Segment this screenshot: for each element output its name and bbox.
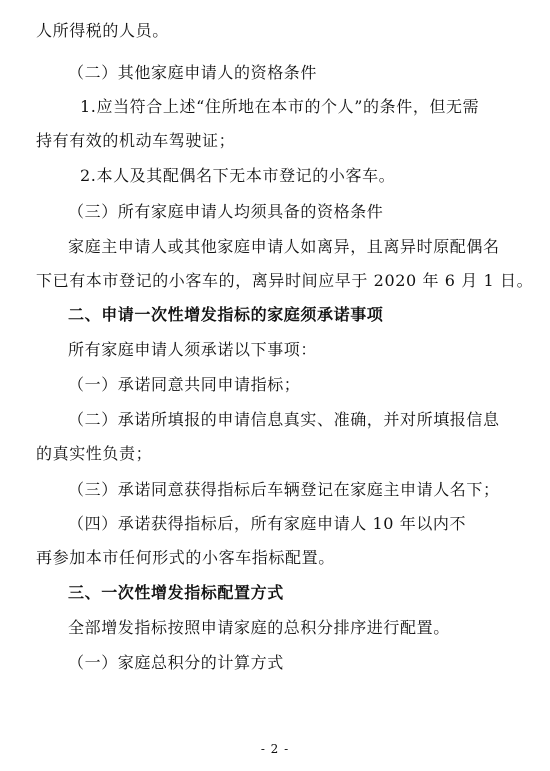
text-line: （四）承诺获得指标后，所有家庭申请人 10 年以内不 — [68, 514, 467, 533]
page-number: - 2 - — [260, 742, 290, 756]
text-line: 再参加本市任何形式的小客车指标配置。 — [36, 548, 335, 567]
subheading: （一）家庭总积分的计算方式 — [68, 653, 284, 672]
text-line: 1.应当符合上述“住所地在本市的个人”的条件，但无需 — [80, 97, 480, 116]
text-line: 所有家庭申请人须承诺以下事项： — [68, 340, 318, 359]
text-line: （一）承诺同意共同申请指标； — [68, 375, 301, 394]
text-line: （二）承诺所填报的申请信息真实、准确，并对所填报信息 — [68, 410, 500, 429]
text-line: 2.本人及其配偶名下无本市登记的小客车。 — [80, 166, 396, 185]
text-line: 持有有效的机动车驾驶证； — [36, 131, 236, 150]
text-line: 人所得税的人员。 — [36, 21, 169, 40]
section-heading: 二、申请一次性增发指标的家庭须承诺事项 — [68, 305, 384, 324]
text-line: 家庭主申请人或其他家庭申请人如离异，且离异时原配偶名 — [68, 237, 500, 256]
text-line: 的真实性负责； — [36, 444, 153, 463]
text-line: 下已有本市登记的小客车的，离异时间应早于 2020 年 6 月 1 日。 — [36, 271, 534, 290]
subheading: （三）所有家庭申请人均须具备的资格条件 — [68, 202, 384, 221]
section-heading: 三、一次性增发指标配置方式 — [68, 583, 284, 602]
text-line: 全部增发指标按照申请家庭的总积分排序进行配置。 — [68, 618, 450, 637]
text-line: （三）承诺同意获得指标后车辆登记在家庭主申请人名下； — [68, 480, 500, 499]
subheading: （二）其他家庭申请人的资格条件 — [68, 63, 318, 82]
